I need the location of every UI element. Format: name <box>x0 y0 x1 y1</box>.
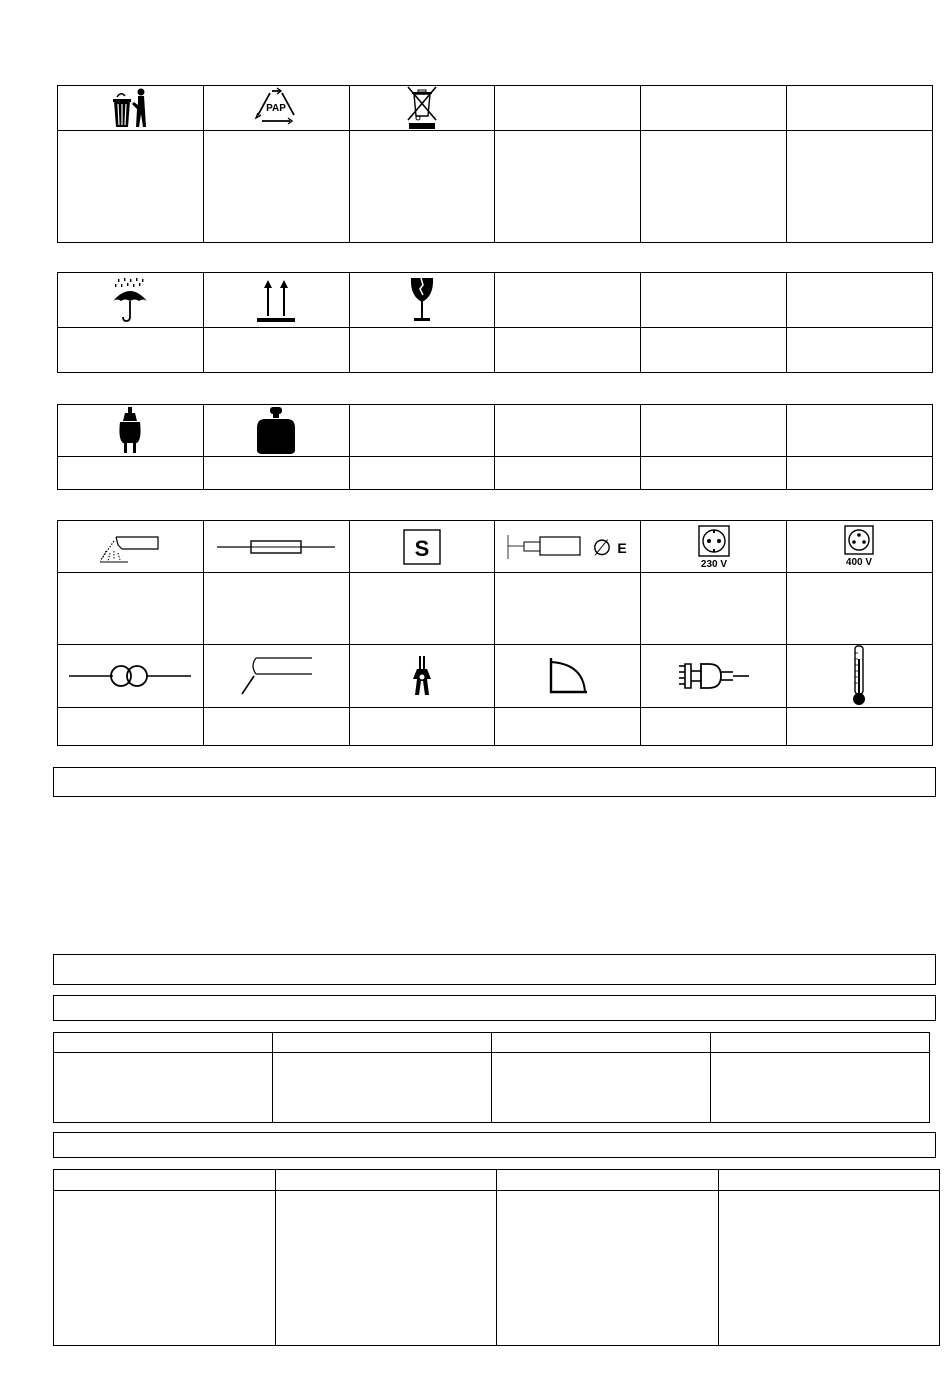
description-cell <box>203 573 349 645</box>
description-cell <box>349 457 495 490</box>
body-cell <box>54 1053 273 1123</box>
fuse-icon <box>204 537 349 557</box>
body-cell <box>54 1191 276 1346</box>
header-cell <box>492 1033 711 1053</box>
symbol-cell <box>203 645 349 708</box>
four-column-table <box>53 1032 930 1123</box>
description-cell <box>203 457 349 490</box>
product-symbols-table <box>57 404 933 490</box>
description-cell <box>349 131 495 243</box>
fragile-glass-icon <box>350 276 495 324</box>
description-cell <box>786 131 932 243</box>
header-cell <box>54 1033 273 1053</box>
welding-torch-icon <box>204 656 349 696</box>
recycling-label: PAP <box>266 103 287 114</box>
section-header-bar <box>53 767 936 797</box>
s-symbol-label: S <box>414 535 430 561</box>
symbol-cell <box>58 645 204 708</box>
description-cell <box>495 457 641 490</box>
electrode-label: E <box>617 539 627 556</box>
header-cell <box>497 1170 719 1191</box>
mig-torch-icon <box>58 529 203 565</box>
description-cell <box>641 708 787 746</box>
symbol-cell <box>349 273 495 328</box>
socket-400v-label: 400 V <box>846 556 873 568</box>
four-column-table <box>53 1169 940 1346</box>
header-cell <box>54 1170 276 1191</box>
empty-cell <box>495 405 641 457</box>
symbol-cell <box>203 405 349 457</box>
empty-cell <box>495 86 641 131</box>
plug-icon <box>58 407 203 455</box>
keep-dry-umbrella-icon <box>58 277 203 323</box>
symbol-cell <box>786 645 932 708</box>
section-header-bar <box>53 1132 936 1158</box>
power-plug-icon <box>641 662 786 690</box>
empty-cell <box>349 405 495 457</box>
description-cell <box>495 131 641 243</box>
socket-400v-icon <box>787 525 932 569</box>
symbol-cell <box>203 521 349 573</box>
header-cell <box>718 1170 940 1191</box>
description-cell <box>349 573 495 645</box>
description-cell <box>349 328 495 373</box>
symbol-cell <box>349 521 495 573</box>
description-cell <box>203 328 349 373</box>
description-cell <box>786 573 932 645</box>
description-cell <box>786 457 932 490</box>
paper-recycling-icon <box>204 87 349 129</box>
description-cell <box>58 708 204 746</box>
description-cell <box>495 573 641 645</box>
section-header-bar <box>53 995 936 1021</box>
description-cell <box>641 457 787 490</box>
description-cell <box>786 708 932 746</box>
empty-cell <box>641 86 787 131</box>
diameter-symbol: ∅ <box>592 535 612 561</box>
symbol-cell <box>495 521 641 573</box>
specification-symbols-table <box>57 520 933 746</box>
description-cell <box>786 328 932 373</box>
header-cell <box>273 1033 492 1053</box>
symbol-cell <box>786 521 932 573</box>
description-cell <box>495 708 641 746</box>
description-cell <box>58 573 204 645</box>
description-cell <box>203 708 349 746</box>
packaging-symbols-table <box>57 272 933 373</box>
electrode-diameter-icon <box>495 529 640 565</box>
symbol-cell <box>349 86 495 131</box>
body-cell <box>718 1191 940 1346</box>
symbol-cell <box>641 521 787 573</box>
symbol-cell <box>641 645 787 708</box>
weight-icon <box>204 406 349 456</box>
empty-cell <box>641 405 787 457</box>
weee-crossed-bin-icon <box>350 86 495 130</box>
body-cell <box>492 1053 711 1123</box>
description-cell <box>203 131 349 243</box>
body-cell <box>497 1191 719 1346</box>
description-cell <box>641 328 787 373</box>
empty-cell <box>641 273 787 328</box>
header-cell <box>711 1033 930 1053</box>
symbol-cell <box>495 645 641 708</box>
description-cell <box>58 328 204 373</box>
disposal-symbols-table <box>57 85 933 243</box>
thermometer-icon <box>787 645 932 707</box>
body-cell <box>273 1053 492 1123</box>
empty-cell <box>786 86 932 131</box>
section-header-bar <box>53 954 936 985</box>
description-cell <box>641 131 787 243</box>
symbol-cell <box>203 273 349 328</box>
symbol-cell <box>58 521 204 573</box>
s-symbol-icon <box>350 529 495 565</box>
description-cell <box>58 131 204 243</box>
description-cell <box>641 573 787 645</box>
socket-230v-icon <box>641 525 786 569</box>
description-cell <box>349 708 495 746</box>
socket-230v-label: 230 V <box>700 558 727 569</box>
body-cell <box>711 1053 930 1123</box>
this-way-up-arrows-icon <box>204 276 349 324</box>
symbol-cell <box>349 645 495 708</box>
header-cell <box>275 1170 497 1191</box>
symbol-cell <box>58 405 204 457</box>
earth-clamp-icon <box>350 655 495 697</box>
empty-cell <box>786 273 932 328</box>
duty-cycle-icon <box>495 656 640 696</box>
empty-cell <box>786 405 932 457</box>
symbol-cell <box>58 86 204 131</box>
symbol-cell <box>203 86 349 131</box>
symbol-cell <box>58 273 204 328</box>
description-cell <box>58 457 204 490</box>
description-cell <box>495 328 641 373</box>
body-cell <box>275 1191 497 1346</box>
empty-cell <box>495 273 641 328</box>
transformer-icon <box>58 661 203 691</box>
litter-bin-icon <box>58 87 203 129</box>
